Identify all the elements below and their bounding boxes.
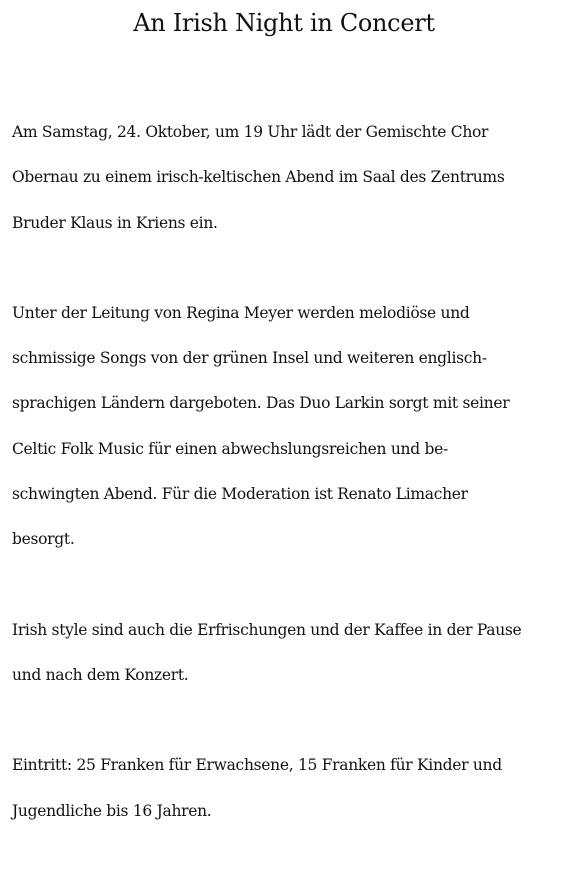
- document-body: [12, 110, 564, 879]
- paragraph-admission: Eintritt: 25 Franken für Erwachsene, 15 Franken für Kinder und Jugendliche bis 16 Jahren.: [12, 756, 502, 820]
- paragraph-program-details: Unter der Leitung von Regina Meyer werden melodiöse und schmissige Songs von der grünen Insel und weiteren englisch- sprachigen Ländern dargeboten. Das Duo Larkin sorgt mit seiner Celtic Folk Music für einen abwechslungsreichen und be- schwingten Abend. Für die Moderation ist Renato Limacher besorgt.: [12, 303, 510, 549]
- paragraph-refreshments: Irish style sind auch die Erfrischungen und der Kaffee in der Pause und nach dem Konzert.: [12, 620, 522, 684]
- paragraph-event-announcement: Am Samstag, 24. Oktober, um 19 Uhr lädt der Gemischte Chor Obernau zu einem irisch-keltischen Abend im Saal des Zentrums Bruder Klaus in Kriens ein.: [12, 123, 505, 232]
- document-title: An Irish Night in Concert: [133, 9, 435, 37]
